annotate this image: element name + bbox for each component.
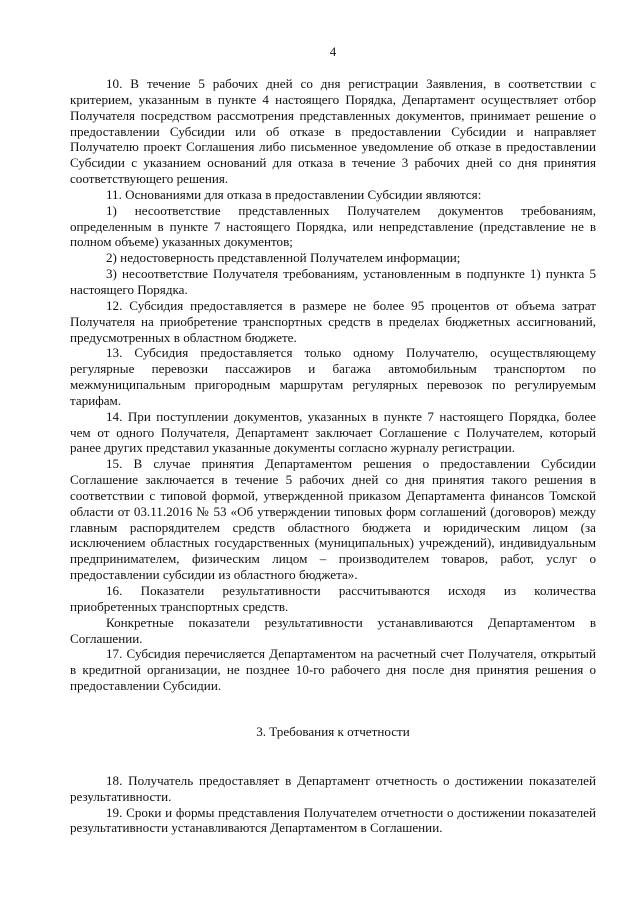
paragraph-16: 16. Показатели результативности рассчитываются исходя из количества приобретенных транспортных средств. (70, 583, 596, 614)
paragraph-17: 17. Субсидия перечисляется Департаментом на расчетный счет Получателя, открытый в кредитной организации, не позднее 10-го рабочего дня после дня принятия решения о предоставлении Субсидии. (70, 646, 596, 694)
paragraph-13: 13. Субсидия предоставляется только одному Получателю, осуществляющему регулярные перевозки пассажиров и багажа автомобильным транспортом по межмуниципальным пригородным маршрутам регулярных перевозок по регулируемым тарифам. (70, 345, 596, 408)
page-number: 4 (329, 44, 337, 59)
section-heading: 3. Требования к отчетности (256, 723, 410, 739)
section-body-before (70, 76, 596, 694)
section-body-after (70, 773, 596, 836)
paragraph-15: 15. В случае принятия Департаментом решения о предоставлении Субсидии Соглашение заключается в течение 5 рабочих дней со дня принятия такого решения в соответствии с типовой формой, утвержденной приказом Департамента финансов Томской области от 03.11.2016 № 53 «Об утверждении типовых форм соглашений (договоров) между главным распорядителем средств областного бюджета и юридическим лицом (за исключением областных государственных (муниципальных) учреждений), индивидуальным предпринимателем, физическим лицом – производителем товаров, работ, услуг о предоставлении субсидии из областного бюджета». (70, 456, 596, 583)
paragraph-11-item-1: 1) несоответствие представленных Получателем документов требованиям, определенным в пункте 7 настоящего Порядка, или непредставление (представление не в полном объеме) указанных документов; (70, 202, 596, 250)
paragraph-11-item-2: 2) недостоверность представленной Получателем информации; (106, 250, 461, 266)
paragraph-14: 14. При поступлении документов, указанных в пункте 7 настоящего Порядка, более чем от одного Получателя, Департамент заключает Соглашение с Получателем, который ранее других представил указанные документы согласно журналу регистрации. (70, 408, 596, 456)
paragraph-12: 12. Субсидия предоставляется в размере не более 95 процентов от объема затрат Получателя на приобретение транспортных средств в пределах бюджетных ассигнований, предусмотренных в областном бюджете. (70, 297, 596, 345)
paragraph-10: 10. В течение 5 рабочих дней со дня регистрации Заявления, в соответствии с критерием, указанным в пункте 4 настоящего Порядка, Департамент осуществляет отбор Получателя посредством рассмотрения представленных документов, принимает решение о предоставлении Субсидии или об отказе в предоставлении Субсидии и направляет Получателю проект Соглашения либо письменное уведомление об отказе в предоставлении Субсидии с указанием оснований для отказа в течение 3 рабочих дней со дня принятия соответствующего решения. (70, 76, 596, 187)
paragraph-11-item-3: 3) несоответствие Получателя требованиям, установленным в подпункте 1) пункта 5 настоящего Порядка. (70, 266, 596, 297)
paragraph-16-continued: Конкретные показатели результативности устанавливаются Департаментом в Соглашении. (70, 614, 596, 646)
paragraph-18: 18. Получатель предоставляет в Департамент отчетность о достижении показателей результативности. (70, 772, 596, 804)
paragraph-19: 19. Сроки и формы представления Получателем отчетности о достижении показателей результативности устанавливаются Департаментом в Соглашении. (70, 804, 596, 836)
paragraph-11: 11. Основаниями для отказа в предоставлении Субсидии являются: (106, 186, 482, 202)
